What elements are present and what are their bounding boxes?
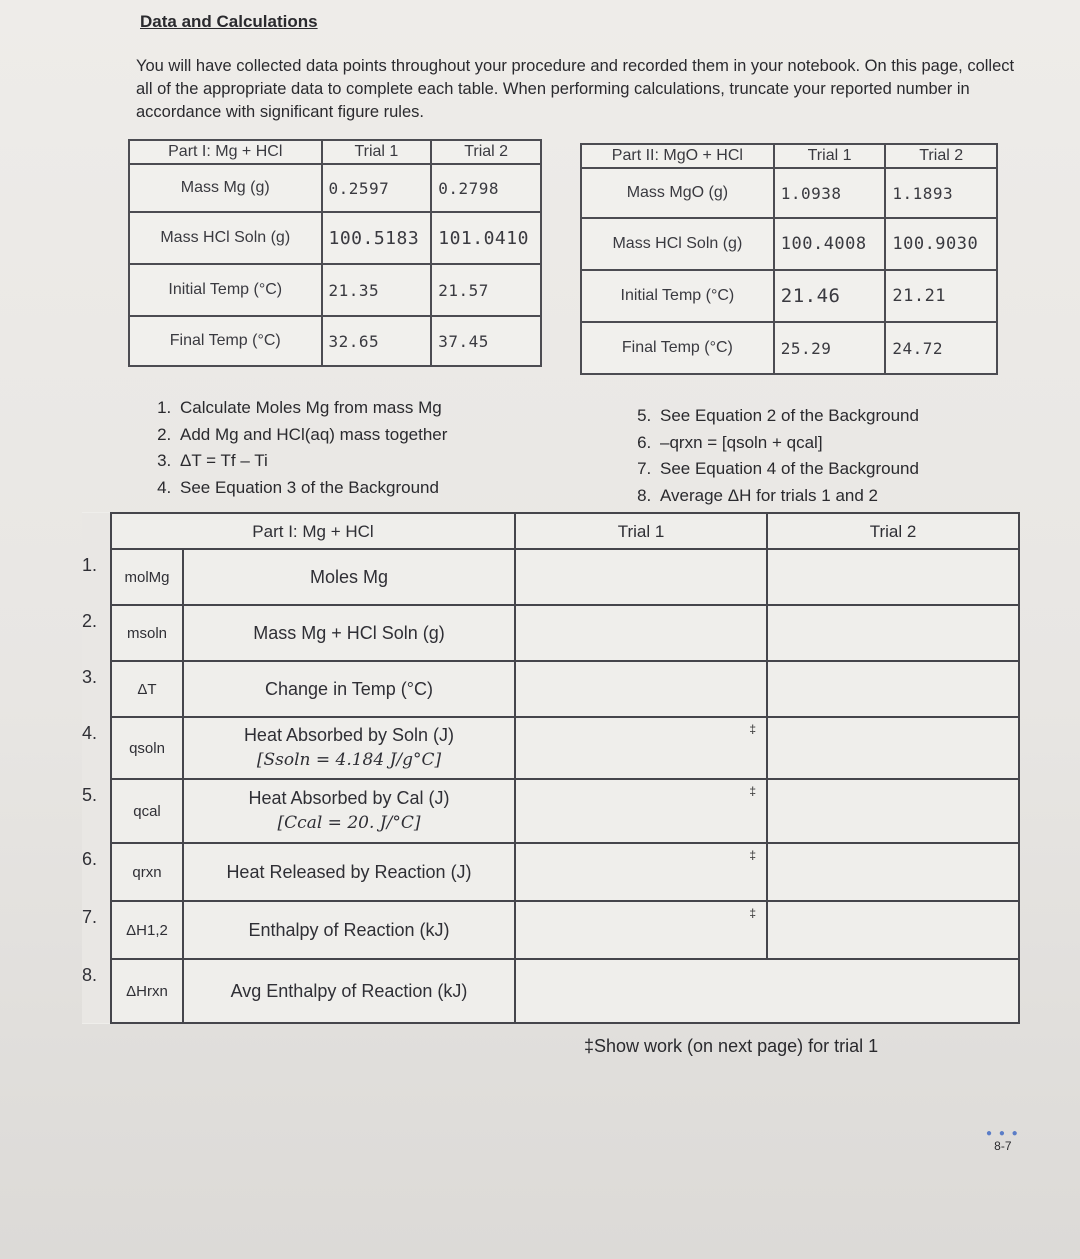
calc-header-label: Part I: Mg + HCl xyxy=(111,513,515,549)
row-number: 4. xyxy=(82,717,111,779)
trial2-answer-cell[interactable] xyxy=(767,717,1019,779)
part2-trial1-value: 25.29 xyxy=(774,322,886,374)
row-number: 6. xyxy=(82,843,111,901)
row-description: Avg Enthalpy of Reaction (kJ) xyxy=(183,959,515,1023)
step-item: 5. See Equation 2 of the Background xyxy=(656,403,919,430)
part1-trial1-value: 100.5183 xyxy=(322,212,432,264)
trial2-answer-cell[interactable] xyxy=(767,779,1019,843)
section-title: Data and Calculations xyxy=(140,12,318,31)
trial2-answer-cell[interactable] xyxy=(767,843,1019,901)
part1-row-label: Initial Temp (°C) xyxy=(129,264,322,316)
part1-trial2-value: 21.57 xyxy=(431,264,541,316)
part1-header-trial1: Trial 1 xyxy=(322,140,432,164)
row-symbol: qsoln xyxy=(111,717,183,779)
show-work-dagger: ‡ xyxy=(749,848,756,862)
part2-trial2-value: 1.1893 xyxy=(885,168,997,218)
step-item: 6. –qrxn = [qsoln + qcal] xyxy=(656,430,919,457)
row-description: Change in Temp (°C) xyxy=(183,661,515,717)
row-number: 5. xyxy=(82,779,111,843)
row-symbol: ΔH1,2 xyxy=(111,901,183,959)
part2-row-label: Initial Temp (°C) xyxy=(581,270,774,322)
trial1-answer-cell[interactable] xyxy=(515,843,767,901)
steps-left-list xyxy=(140,395,447,501)
part2-trial1-value: 1.0938 xyxy=(774,168,886,218)
part2-row-label: Final Temp (°C) xyxy=(581,322,774,374)
part2-trial2-value: 21.21 xyxy=(885,270,997,322)
trial2-answer-cell[interactable] xyxy=(767,661,1019,717)
part2-header-label: Part II: MgO + HCl xyxy=(581,144,774,168)
part1-trial1-value: 32.65 xyxy=(322,316,432,366)
dots-icon: ● ● ● xyxy=(986,1128,1020,1139)
part1-trial2-value: 37.45 xyxy=(431,316,541,366)
trial1-answer-cell[interactable] xyxy=(515,549,767,605)
row-number: 2. xyxy=(82,605,111,661)
row-symbol: qcal xyxy=(111,779,183,843)
step-item: 7. See Equation 4 of the Background xyxy=(656,456,919,483)
step-item: 2. Add Mg and HCl(aq) mass together xyxy=(176,422,447,449)
part1-header-trial2: Trial 2 xyxy=(431,140,541,164)
part1-trial1-value: 0.2597 xyxy=(322,164,432,212)
row-description xyxy=(183,717,515,779)
row-number: 7. xyxy=(82,901,111,959)
part2-row-label: Mass HCl Soln (g) xyxy=(581,218,774,270)
show-work-dagger: ‡ xyxy=(749,784,756,798)
part1-row-label: Mass Mg (g) xyxy=(129,164,322,212)
trial1-answer-cell[interactable] xyxy=(515,605,767,661)
trial1-answer-cell[interactable] xyxy=(515,661,767,717)
part2-trial2-value: 24.72 xyxy=(885,322,997,374)
part2-data-table xyxy=(580,143,998,375)
steps-right-list xyxy=(620,403,919,509)
row-symbol: ΔT xyxy=(111,661,183,717)
part1-row-label: Final Temp (°C) xyxy=(129,316,322,366)
intro-paragraph: You will have collected data points throughout your procedure and recorded them in your notebook. On this page, collect all of the appropriate data to complete each table. When performing calculations, truncate your reported number in accordance with significant figure rules. xyxy=(136,57,1015,121)
trial1-answer-cell[interactable] xyxy=(515,717,767,779)
row-description: Mass Mg + HCl Soln (g) xyxy=(183,605,515,661)
trial1-answer-cell[interactable] xyxy=(515,779,767,843)
part1-header-label: Part I: Mg + HCl xyxy=(129,140,322,164)
row-description-main: Heat Absorbed by Cal (J) xyxy=(248,788,450,808)
trial2-answer-cell[interactable] xyxy=(767,549,1019,605)
row-symbol: msoln xyxy=(111,605,183,661)
show-work-footnote: ‡Show work (on next page) for trial 1 xyxy=(584,1036,879,1056)
row-description: Heat Released by Reaction (J) xyxy=(183,843,515,901)
row-number: 8. xyxy=(82,959,111,1023)
part2-trial1-value: 21.46 xyxy=(774,270,886,322)
heat-capacity-formula: [Ccal = 20. J/°C] xyxy=(277,813,421,833)
part2-row-label: Mass MgO (g) xyxy=(581,168,774,218)
page-number-text: 8-7 xyxy=(994,1139,1012,1153)
part1-trial2-value: 0.2798 xyxy=(431,164,541,212)
part1-trial1-value: 21.35 xyxy=(322,264,432,316)
row-number: 1. xyxy=(82,549,111,605)
calculation-table xyxy=(82,512,1020,1024)
row-number: 3. xyxy=(82,661,111,717)
part2-trial2-value: 100.9030 xyxy=(885,218,997,270)
step-item: 8. Average ΔH for trials 1 and 2 xyxy=(656,483,919,510)
part1-data-table xyxy=(128,139,542,367)
row-symbol: ΔHrxn xyxy=(111,959,183,1023)
step-item: 4. See Equation 3 of the Background xyxy=(176,475,447,502)
row-description-main: Heat Absorbed by Soln (J) xyxy=(243,725,455,745)
part1-trial2-value: 101.0410 xyxy=(431,212,541,264)
calc-header-trial1: Trial 1 xyxy=(515,513,767,549)
trial2-answer-cell[interactable] xyxy=(767,605,1019,661)
show-work-dagger: ‡ xyxy=(749,906,756,920)
calc-header-trial2: Trial 2 xyxy=(767,513,1019,549)
row-description: Enthalpy of Reaction (kJ) xyxy=(183,901,515,959)
specific-heat-formula: [Ssoln = 4.184 J/g°C] xyxy=(256,750,442,770)
part2-header-trial1: Trial 1 xyxy=(774,144,886,168)
row-description xyxy=(183,779,515,843)
average-answer-cell[interactable] xyxy=(515,959,1019,1023)
step-item: 3. ΔT = Tf – Ti xyxy=(176,448,447,475)
show-work-dagger: ‡ xyxy=(749,722,756,736)
row-symbol: molMg xyxy=(111,549,183,605)
row-description: Moles Mg xyxy=(183,549,515,605)
part2-header-trial2: Trial 2 xyxy=(885,144,997,168)
part1-row-label: Mass HCl Soln (g) xyxy=(129,212,322,264)
trial2-answer-cell[interactable] xyxy=(767,901,1019,959)
part2-trial1-value: 100.4008 xyxy=(774,218,886,270)
trial1-answer-cell[interactable] xyxy=(515,901,767,959)
page-number xyxy=(986,1128,1020,1153)
step-item: 1. Calculate Moles Mg from mass Mg xyxy=(176,395,447,422)
row-symbol: qrxn xyxy=(111,843,183,901)
